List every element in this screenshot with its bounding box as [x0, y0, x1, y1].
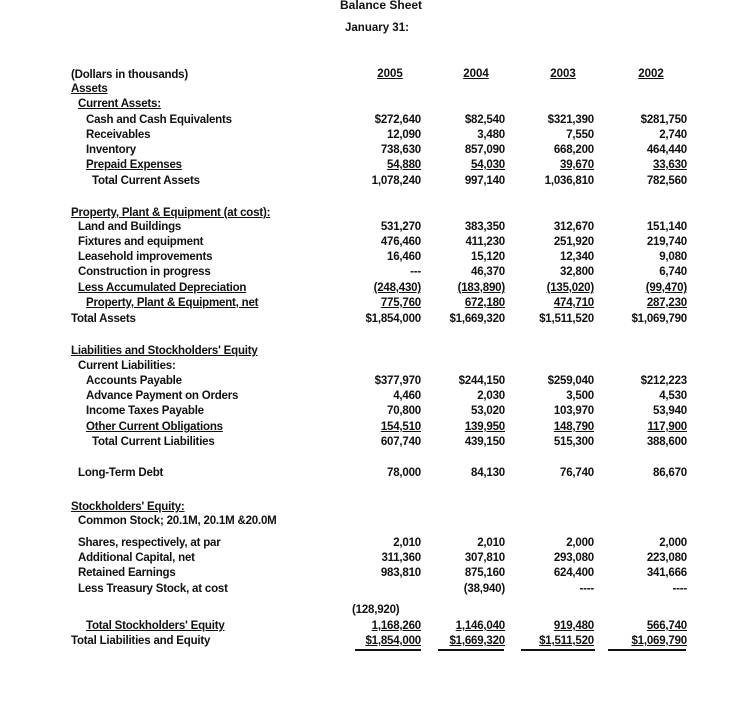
- cell-ltd-2003: 76,740: [560, 467, 594, 479]
- row-label-construction: Construction in progress: [78, 266, 211, 278]
- cell-shares-2004: 2,010: [477, 537, 505, 549]
- cell-advance-2003: 3,500: [566, 390, 594, 402]
- row-label-land: Land and Buildings: [78, 221, 182, 233]
- double-rule-2004: [438, 649, 504, 651]
- cell-ppe-net-2002: 287,230: [646, 297, 687, 309]
- treasury-2005-value: (128,920): [352, 604, 400, 616]
- cell-total-assets-2005: $1,854,000: [365, 313, 421, 325]
- cell-addl-cap-2003: 293,080: [553, 552, 594, 564]
- double-rule-2005: [355, 649, 421, 651]
- cell-land-2002: 151,140: [646, 221, 687, 233]
- cell-inventory-2002: 464,440: [646, 144, 687, 156]
- cell-total-assets-2004: $1,669,320: [449, 313, 505, 325]
- cell-advance-2005: 4,460: [393, 390, 421, 402]
- section-stockholders-equity: Stockholders' Equity:: [71, 501, 185, 513]
- section-ppe: Property, Plant & Equipment (at cost):: [71, 207, 271, 219]
- cell-cash-2004: $82,540: [464, 114, 505, 126]
- year-header: 2002: [638, 68, 664, 80]
- cell-total-cur-liab-2003: 515,300: [553, 436, 594, 448]
- cell-treasury-2002: ----: [672, 583, 687, 595]
- row-label-advance: Advance Payment on Orders: [86, 390, 239, 402]
- row-label-leasehold: Leasehold improvements: [78, 251, 213, 263]
- cell-total-le-2003: $1,511,520: [539, 635, 594, 647]
- row-label-total-assets: Total Assets: [71, 313, 136, 325]
- cell-prepaid-2005: 54,880: [387, 159, 421, 171]
- cell-income-tax-2002: 53,940: [653, 405, 687, 417]
- cell-other-cur-2005: 154,510: [380, 421, 421, 433]
- row-label-income-tax: Income Taxes Payable: [86, 405, 204, 417]
- cell-land-2005: 531,270: [380, 221, 421, 233]
- sheet-subtitle: January 31:: [345, 22, 409, 34]
- section-assets: Assets: [71, 83, 108, 95]
- double-rule-2002: [608, 649, 686, 651]
- cell-addl-cap-2002: 223,080: [646, 552, 687, 564]
- section-current-assets: Current Assets:: [78, 98, 161, 110]
- cell-total-cur-liab-2005: 607,740: [380, 436, 421, 448]
- cell-addl-cap-2005: 311,360: [381, 552, 421, 564]
- cell-fixtures-2003: 251,920: [553, 236, 594, 248]
- row-label-addl-cap: Additional Capital, net: [78, 552, 195, 564]
- cell-total-se-2004: 1,146,040: [455, 620, 505, 632]
- cell-treasury-2004: (38,940): [463, 583, 505, 595]
- cell-ppe-net-2004: 672,180: [464, 297, 505, 309]
- row-label-total-se: Total Stockholders' Equity: [86, 620, 225, 632]
- row-label-fixtures: Fixtures and equipment: [78, 236, 204, 248]
- year-header: 2003: [550, 68, 576, 80]
- cell-construction-2002: 6,740: [659, 266, 687, 278]
- cell-cash-2003: $321,390: [547, 114, 594, 126]
- row-label-ltd: Long-Term Debt: [78, 467, 164, 479]
- cell-inventory-2005: 738,630: [380, 144, 421, 156]
- year-header: 2004: [463, 68, 489, 80]
- row-label-shares: Shares, respectively, at par: [78, 537, 221, 549]
- cell-income-tax-2003: 103,970: [553, 405, 594, 417]
- cell-total-cur-liab-2002: 388,600: [646, 436, 687, 448]
- cell-ap-2002: $212,223: [640, 375, 687, 387]
- cell-total-se-2002: 566,740: [646, 620, 687, 632]
- section-liabilities-equity: Liabilities and Stockholders' Equity: [71, 345, 258, 357]
- cell-ap-2003: $259,040: [547, 375, 594, 387]
- cell-receivables-2003: 7,550: [566, 129, 594, 141]
- row-label-prepaid: Prepaid Expenses: [86, 159, 182, 171]
- cell-ppe-net-2003: 474,710: [553, 297, 594, 309]
- cell-total-current-assets-2002: 782,560: [646, 175, 687, 187]
- cell-inventory-2004: 857,090: [464, 144, 505, 156]
- cell-prepaid-2003: 39,670: [560, 159, 594, 171]
- cell-retained-2004: 875,160: [464, 567, 505, 579]
- cell-total-current-assets-2004: 997,140: [464, 175, 505, 187]
- cell-prepaid-2004: 54,030: [471, 159, 505, 171]
- cell-other-cur-2003: 148,790: [553, 421, 594, 433]
- cell-retained-2005: 983,810: [380, 567, 421, 579]
- row-label-cash: Cash and Cash Equivalents: [86, 114, 232, 126]
- common-stock-label: Common Stock; 20.1M, 20.1M &20.0M: [78, 515, 277, 527]
- cell-total-assets-2003: $1,511,520: [539, 313, 594, 325]
- cell-total-le-2005: $1,854,000: [365, 635, 421, 647]
- row-label-total-cur-liab: Total Current Liabilities: [92, 436, 215, 448]
- row-label-receivables: Receivables: [86, 129, 151, 141]
- row-label-ap: Accounts Payable: [86, 375, 182, 387]
- row-label-total-current-assets: Total Current Assets: [92, 175, 200, 187]
- cell-depreciation-2005: (248,430): [373, 282, 421, 294]
- cell-total-se-2003: 919,480: [553, 620, 594, 632]
- cell-income-tax-2005: 70,800: [387, 405, 421, 417]
- row-label-treasury: Less Treasury Stock, at cost: [78, 583, 228, 595]
- row-label-retained: Retained Earnings: [78, 567, 176, 579]
- cell-cash-2005: $272,640: [374, 114, 421, 126]
- cell-land-2003: 312,670: [553, 221, 594, 233]
- cell-fixtures-2002: 219,740: [646, 236, 687, 248]
- units-label: (Dollars in thousands): [71, 69, 188, 81]
- cell-construction-2005: ---: [410, 266, 421, 278]
- cell-other-cur-2002: 117,900: [647, 421, 687, 433]
- cell-fixtures-2005: 476,460: [380, 236, 421, 248]
- row-label-ppe-net: Property, Plant & Equipment, net: [86, 297, 259, 309]
- cell-depreciation-2004: (183,890): [457, 282, 505, 294]
- cell-depreciation-2003: (135,020): [546, 282, 594, 294]
- cell-advance-2004: 2,030: [477, 390, 505, 402]
- cell-leasehold-2002: 9,080: [659, 251, 687, 263]
- row-label-depreciation: Less Accumulated Depreciation: [78, 282, 247, 294]
- cell-addl-cap-2004: 307,810: [464, 552, 505, 564]
- cell-fixtures-2004: 411,230: [465, 236, 505, 248]
- cell-shares-2003: 2,000: [566, 537, 594, 549]
- cell-leasehold-2004: 15,120: [471, 251, 505, 263]
- cell-ap-2005: $377,970: [374, 375, 421, 387]
- cell-ppe-net-2005: 775,760: [380, 297, 421, 309]
- cell-ltd-2002: 86,670: [653, 467, 687, 479]
- sheet-title: Balance Sheet: [340, 0, 423, 12]
- year-header: 2005: [377, 68, 403, 80]
- section-current-liabilities: Current Liabilities:: [78, 360, 176, 372]
- cell-construction-2003: 32,800: [560, 266, 594, 278]
- double-rule-2003: [521, 649, 595, 651]
- cell-other-cur-2004: 139,950: [464, 421, 505, 433]
- cell-shares-2005: 2,010: [393, 537, 421, 549]
- cell-advance-2002: 4,530: [659, 390, 687, 402]
- cell-inventory-2003: 668,200: [553, 144, 594, 156]
- cell-treasury-2003: ----: [579, 583, 594, 595]
- cell-ltd-2005: 78,000: [387, 467, 421, 479]
- cell-cash-2002: $281,750: [640, 114, 687, 126]
- cell-retained-2003: 624,400: [553, 567, 594, 579]
- cell-leasehold-2005: 16,460: [387, 251, 421, 263]
- cell-receivables-2004: 3,480: [477, 129, 505, 141]
- cell-total-le-2004: $1,669,320: [449, 635, 505, 647]
- cell-ap-2004: $244,150: [458, 375, 505, 387]
- cell-income-tax-2004: 53,020: [471, 405, 505, 417]
- cell-construction-2004: 46,370: [471, 266, 505, 278]
- cell-land-2004: 383,350: [464, 221, 505, 233]
- row-label-inventory: Inventory: [86, 144, 136, 156]
- cell-receivables-2002: 2,740: [659, 129, 687, 141]
- cell-depreciation-2002: (99,470): [645, 282, 687, 294]
- cell-shares-2002: 2,000: [659, 537, 687, 549]
- cell-total-current-assets-2005: 1,078,240: [371, 175, 421, 187]
- row-label-other-cur: Other Current Obligations: [86, 421, 223, 433]
- cell-total-assets-2002: $1,069,790: [631, 313, 687, 325]
- cell-receivables-2005: 12,090: [387, 129, 421, 141]
- cell-leasehold-2003: 12,340: [560, 251, 594, 263]
- cell-total-cur-liab-2004: 439,150: [464, 436, 505, 448]
- cell-prepaid-2002: 33,630: [653, 159, 687, 171]
- row-label-total-le: Total Liabilities and Equity: [71, 635, 211, 647]
- cell-ltd-2004: 84,130: [471, 467, 505, 479]
- cell-total-le-2002: $1,069,790: [631, 635, 687, 647]
- cell-retained-2002: 341,666: [646, 567, 687, 579]
- cell-total-current-assets-2003: 1,036,810: [544, 175, 594, 187]
- cell-total-se-2005: 1,168,260: [371, 620, 421, 632]
